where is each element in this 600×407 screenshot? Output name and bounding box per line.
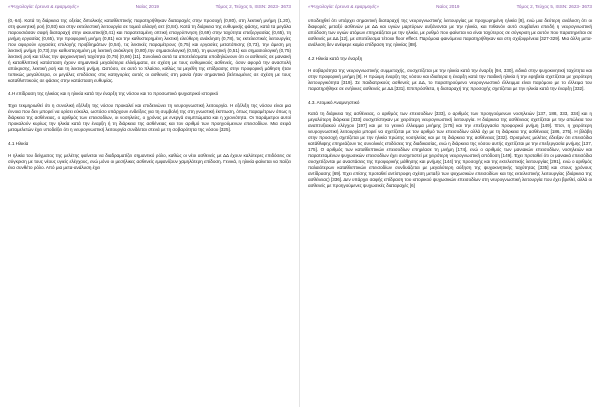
paragraph: Έχει τεκμηριωθεί ότι η συνολική εξέλιξη της νόσου προκαλεί και επιδεινώνει τη νευρογνωστική λειτουργία. Η εξέλιξη της νόσου είναι μια έννοια που δεν μπορεί να ορίσει εύκολα, ωστόσο υπάρχουν ενδείξεις για τη συμβολή της στη γνωστική έκπτωση, όπως παραμέτρων όπως η διάρκεια της ασθένειας, ο αριθμός των επεισοδίων, οι νοσηλείες, ο χρόνος με ενεργά συμπτώματα και η χρονιότητα. Οι παράμετροι αυτοί προκαλούν κυρίως την ηλικία κατά την έναρξη ή τη διάρκεια της ασθένειας και τον αριθμό των προηγούμενων επεισοδίων. Μια σειρά μεταμελετών έχει υποδείξει ότι η νευρογνωστική λειτουργία συνδέεται στενά με τη σοβαρότητα της νόσου [325].	[8, 103, 291, 133]
paragraph: (0,·64). Κατά τη διάρκεια της οξείας διπολικής καταθλιπτικής παρατηρήθηκαν διαταραχές στην προσοχή (0,80), στη λεκτική μνήμη (1,20), στη φωνητική ροή (0,93) και στην εκτελεστική λειτουργία σε τομεά αλλαγή σετ (0,84). Κατά τη διάρκεια της ευθυμικής φάσης, κατά τα μεγάλα παρουσιάσαν σαφή διαταραχή στην ακουστική(0,41) και παρατεταμένη οπτική επαγρύπνηση (0,69) στην ταχύτητα επεξεργασίας (0,65), τη μνήμη εργασίας (0,65), την προφορική μνήμη (0,81) και την καθυστερημένη λεκτική ελεύθερη ανάκληση (0,78), τις εκτελεστικές λειτουργίες που αφορούν εργασίες επιλογής προβλημάτων (0,54), τις λεκτικές παραμέτρους (0,75) και εργασίες μετατόπισης (0,73), την άμεση μη λεκτική μνήμη (0,73),την καθυστερημένη μη λεκτική ανάκληση (0,80),την σημασιολογική (0,55), τη φωνητική (0,51) και σημασιολογική (0,75) λεκτική ροή και τέλος την ψυχοκινητική ταχύτητα (0,75) (0,66) [11]. Συνολικά αυτά τα αποτελέσματα υποδηλώνουν ότι οι ασθενείς σε μανιακή ή καταθλιπτική κατάσταση έχουν σημαντικά μεγαλύτερα ελλείμματα, σε σχέση με τους ευθυμικούς ασθενείς, όσον αφορά την αναστολή απόκρισης, λεκτική ροή και τη λεκτική μνήμη. Ωστόσο, σε αυτό το πλαίσιο, καθώς τα μεγέθη της επίδρασης στην προφορική μάθηση ήταν τυπικώς μεγαλύτερα, οι μεγάλες επιδόσεις στις κατηγορίες αυτές οι ασθενείς στη μανία ήταν σημαντικά βελτιωμένες σε σχέση με τους καταθλιπτικούς σε φάσεις στην κατάσταση ευθυμίας.	[8, 18, 291, 83]
volume-info: Τόμος 2, Τεύχος 5, ISSN: 2623- 3673	[215, 4, 291, 9]
section-heading: 4.Η επίδραση της ηλικίας και η ηλικία κατά την έναρξη της νόσου και το προσωπικό ψυχιατρικό ιστορικό	[8, 91, 219, 97]
paragraph: Κατά τη διάρκεια της ασθένειας, ο αριθμός των επεισοδίων [333], ο αριθμός των προηγούμενων νοσηλειών [137, 188, 333, 334] και η μεγαλύτερη διάρκεια [333] συσχετίστηκαν με χειρότερη νευρογνωστική λειτουργία. Η διάρκεια της ασθένειας σχετίζεται με την απώλεια του αναπτυξιακού ελέγχου [197] και με το γενικό έλλειμμα μνήμης [175] και την επεξεργασία προφορικό μνήμη [149]. Έτσι, η χειρότερη νευρογνωστική λειτουργία μπορεί να σχετίζεται με τον αριθμό των επεισοδίων αλλά όχι με τη διάρκεια της ασθένειας [186, 275]. Η βλάβη στην προσοχή σχετίζεται με την ηλικία πρώτης νοσηλείας και με τη διάρκεια της ασθένειας [332]. Ορισμένες μελέτες έδειξαν ότι επεισόδια κατάθλιψης επηρεάζουν τις συνολικές επιδόσεις της διαδικασίας, ενώ η διάρκεια της νόσου αυτής σχετίζεται με την επεξεργασία μνήμης [137, 175]. Ο αριθμός των καταθλιπτικών επεισοδίων επηρέασε τη μνήμη [174], ενώ ο αριθμός των μανιακών επεισοδίων, νοσηλειών και παρατεταμένων ψυχωσικών επεισοδίων έχει συσχετιστεί με χειρότερη νευρογνωστική απόδοση [149]. Έχει προταθεί ότι οι μανιακά επεισόδια συσχετίζονται με αναστάσεις της προφορικής μάθησης και μνήμης [144] της προσοχής και της εκτελεστικής λειτουργίας [291], ενώ ο αριθμός παλαιότερων καταθλιπτικών επεισοδίων συνδυάζεται με μεγαλύτερη αύξηση της ψυχοκινητικής ταχύτητας [335] και στους χρόνους αντίδρασης [69]. Έχει επίσης προταθεί αντίστροφη σχέση μεταξύ των ψυχωσικών επεισοδίων και της εκτελεστικής λειτουργίας (διάρκεια της ασθένειας) [336]. Δεν υπάρχει σαφής επίδραση του ιστορικού ψυχωσικών επεισοδίων στη νευρογνωστική λειτουργία που έχει βρεθεί, αλλά οι ασθενείς με προηγούμενες ψυχωσικές διαταραχές [6]	[308, 111, 592, 188]
left-column	[8, 18, 291, 171]
paragraph: Η σοβαρότητα της νευρογνωστικής συμμετοχής, συσχετίζεται με την ηλικία κατά την έναρξη [94, 330], ειδικά στην ψυχοκινητική ταχύτητα και στην προφορική μνήμη [9]. Η πρώιμη έναρξη της νόσου και ιδιαίτερα η έναρξη κατά την παιδική ηλικία ή την εφηβεία σχετίζεται με χειρότερη λειτουργικότητα [319]. Σε παιδιατρικούς ασθενείς με ΔΔ, το παρατηρούμενο νευρογνωστικό έλλειμμα είναι παρόμοιο με το έλλειμα του παρατηρήθηκε σε ενήλικες ασθενείς με ΔΔ [331]. Επιπρόσθετα, η διαταραχή της προσοχής σχετίζεται με την ηλικία κατά την έναρξη [332].	[308, 67, 592, 91]
issue-date: Ναίος 2019	[436, 4, 460, 9]
page-header	[8, 4, 291, 18]
volume-info: Τόμος 2, Τεύχος 5, ISSN: 2623- 3673	[516, 4, 592, 9]
issue-date: Ναίος 2019	[135, 4, 159, 9]
section-heading: 4.1 Ηλικία	[8, 141, 29, 147]
right-column	[308, 18, 592, 189]
journal-title: «Ψυχολογία: έρευνα & εφαρμογές»	[308, 4, 380, 9]
paragraph: Η ηλικία του δείγματος της μελέτης φαίνεται να διαδραματίζει σημαντικό ρόλο, καθώς οι νέοι ασθενείς με ΔΔ έχουν καλύτερες επιδόσεις σε σύγκριση με τους νέους υγιείς ελέγχους, ενώ μόνο οι μεσήλικες ασθενείς εμφανίζουν χαμηλότερη επίδοση. Γενικά, η ηλικία φαίνεται να παίζει ένα συνθέτο ρόλο. Από μια μετα-ανάλυση έχει	[8, 153, 291, 171]
page-header	[308, 4, 592, 18]
journal-title: «Ψυχολογία: έρευνα & εφαρμογές»	[8, 4, 80, 9]
paragraph: υποδειχθεί ότι υπάρχει σημαντική διαταραχή της νευρογνωστικής λειτουργίας με προχωρημένη ηλικία [8], ενώ μια δεύτερη ανάλυση ότι οι διαφορές μεταξύ ασθενών με ΔΔ και υγιών μαρτύρων αυξάνονται με την ηλικία, και πιθανόν αυτό συμβαίνει επειδή η νευρογνωστική απόδοση των υγιών ατόμων επηρεάζεται με την ηλικία, με ρυθμό που φαίνεται να είναι ταχύτερος σε σύγκριση με αυτόν που παρατηρείται σε ασθενείς με ΔΔ [12], με αποτέλεσμα τέτοιοι floor effect. Παρόμοια φαινόμενα παρατηρήθηκαν και στη σχιζοφρένεια [327-329]. Μια άλλη μετα-ανάλυση δεν ανέφερε καμία επίδραση της ηλικίας [88].	[308, 18, 592, 47]
section-heading: 4.3. Ατομικό Αναμνηστικό	[308, 99, 360, 105]
right-page	[300, 0, 600, 407]
section-heading: 4.2 Ηλικία κατά την έναρξη	[308, 55, 363, 61]
